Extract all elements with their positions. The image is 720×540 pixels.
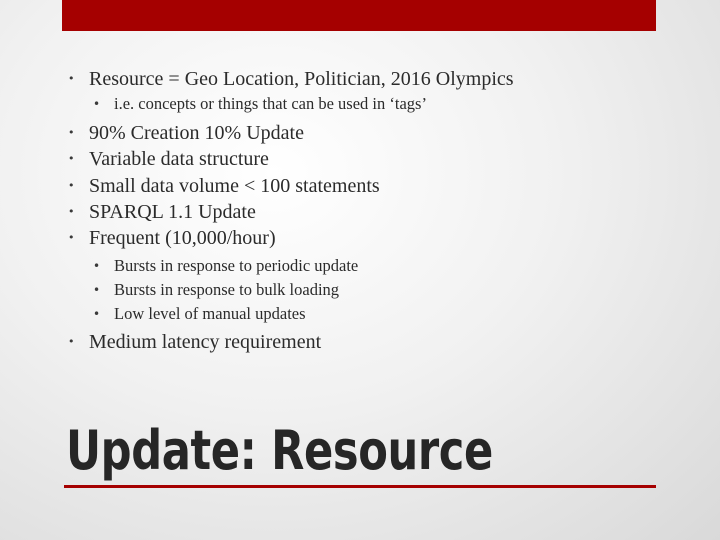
bullet-dot-icon: • bbox=[93, 97, 101, 112]
bullet-text: SPARQL 1.1 Update bbox=[89, 200, 256, 223]
bullet-dot-icon: • bbox=[68, 335, 75, 349]
bullet-item bbox=[66, 199, 666, 225]
title-underline bbox=[64, 485, 656, 488]
bullet-dot-icon: • bbox=[93, 259, 101, 274]
top-accent-bar bbox=[62, 0, 656, 31]
sub-bullet-text: Bursts in response to bulk loading bbox=[114, 280, 340, 300]
bullet-dot-icon: • bbox=[68, 178, 75, 192]
bullet-dot-icon: • bbox=[68, 126, 75, 140]
bullet-item bbox=[66, 225, 666, 251]
sub-bullet-text: i.e. concepts or things that can be used in ‘tags’ bbox=[114, 94, 427, 114]
bullet-text: 90% Creation 10% Update bbox=[89, 122, 304, 145]
bullet-item bbox=[66, 66, 666, 92]
bullet-text: Variable data structure bbox=[89, 148, 269, 171]
bullet-item bbox=[66, 173, 666, 199]
sub-bullet-item bbox=[66, 302, 666, 326]
bullet-dot-icon: • bbox=[93, 283, 101, 298]
bullet-text: Small data volume < 100 statements bbox=[89, 174, 380, 197]
bullet-dot-icon: • bbox=[68, 204, 75, 218]
bullet-item bbox=[66, 329, 666, 355]
bullet-text: Medium latency requirement bbox=[89, 331, 322, 354]
bullet-dot-icon: • bbox=[68, 231, 75, 245]
bullet-text: Frequent (10,000/hour) bbox=[89, 227, 276, 250]
sub-bullet-text: Low level of manual updates bbox=[114, 304, 306, 324]
bullet-text: Resource = Geo Location, Politician, 2016 Olympics bbox=[89, 68, 514, 90]
sub-bullet-text: Bursts in response to periodic update bbox=[114, 256, 359, 276]
bullet-list bbox=[66, 66, 666, 355]
bullet-dot-icon: • bbox=[68, 72, 75, 85]
sub-bullet-item bbox=[66, 254, 666, 278]
bullet-item bbox=[66, 120, 666, 146]
bullet-dot-icon: • bbox=[68, 152, 75, 166]
bullet-dot-icon: • bbox=[93, 307, 101, 322]
bullet-item bbox=[66, 146, 666, 172]
sub-bullet-item bbox=[66, 278, 666, 302]
sub-bullet-item bbox=[66, 92, 666, 116]
slide-title: Update: Resource bbox=[66, 419, 493, 482]
